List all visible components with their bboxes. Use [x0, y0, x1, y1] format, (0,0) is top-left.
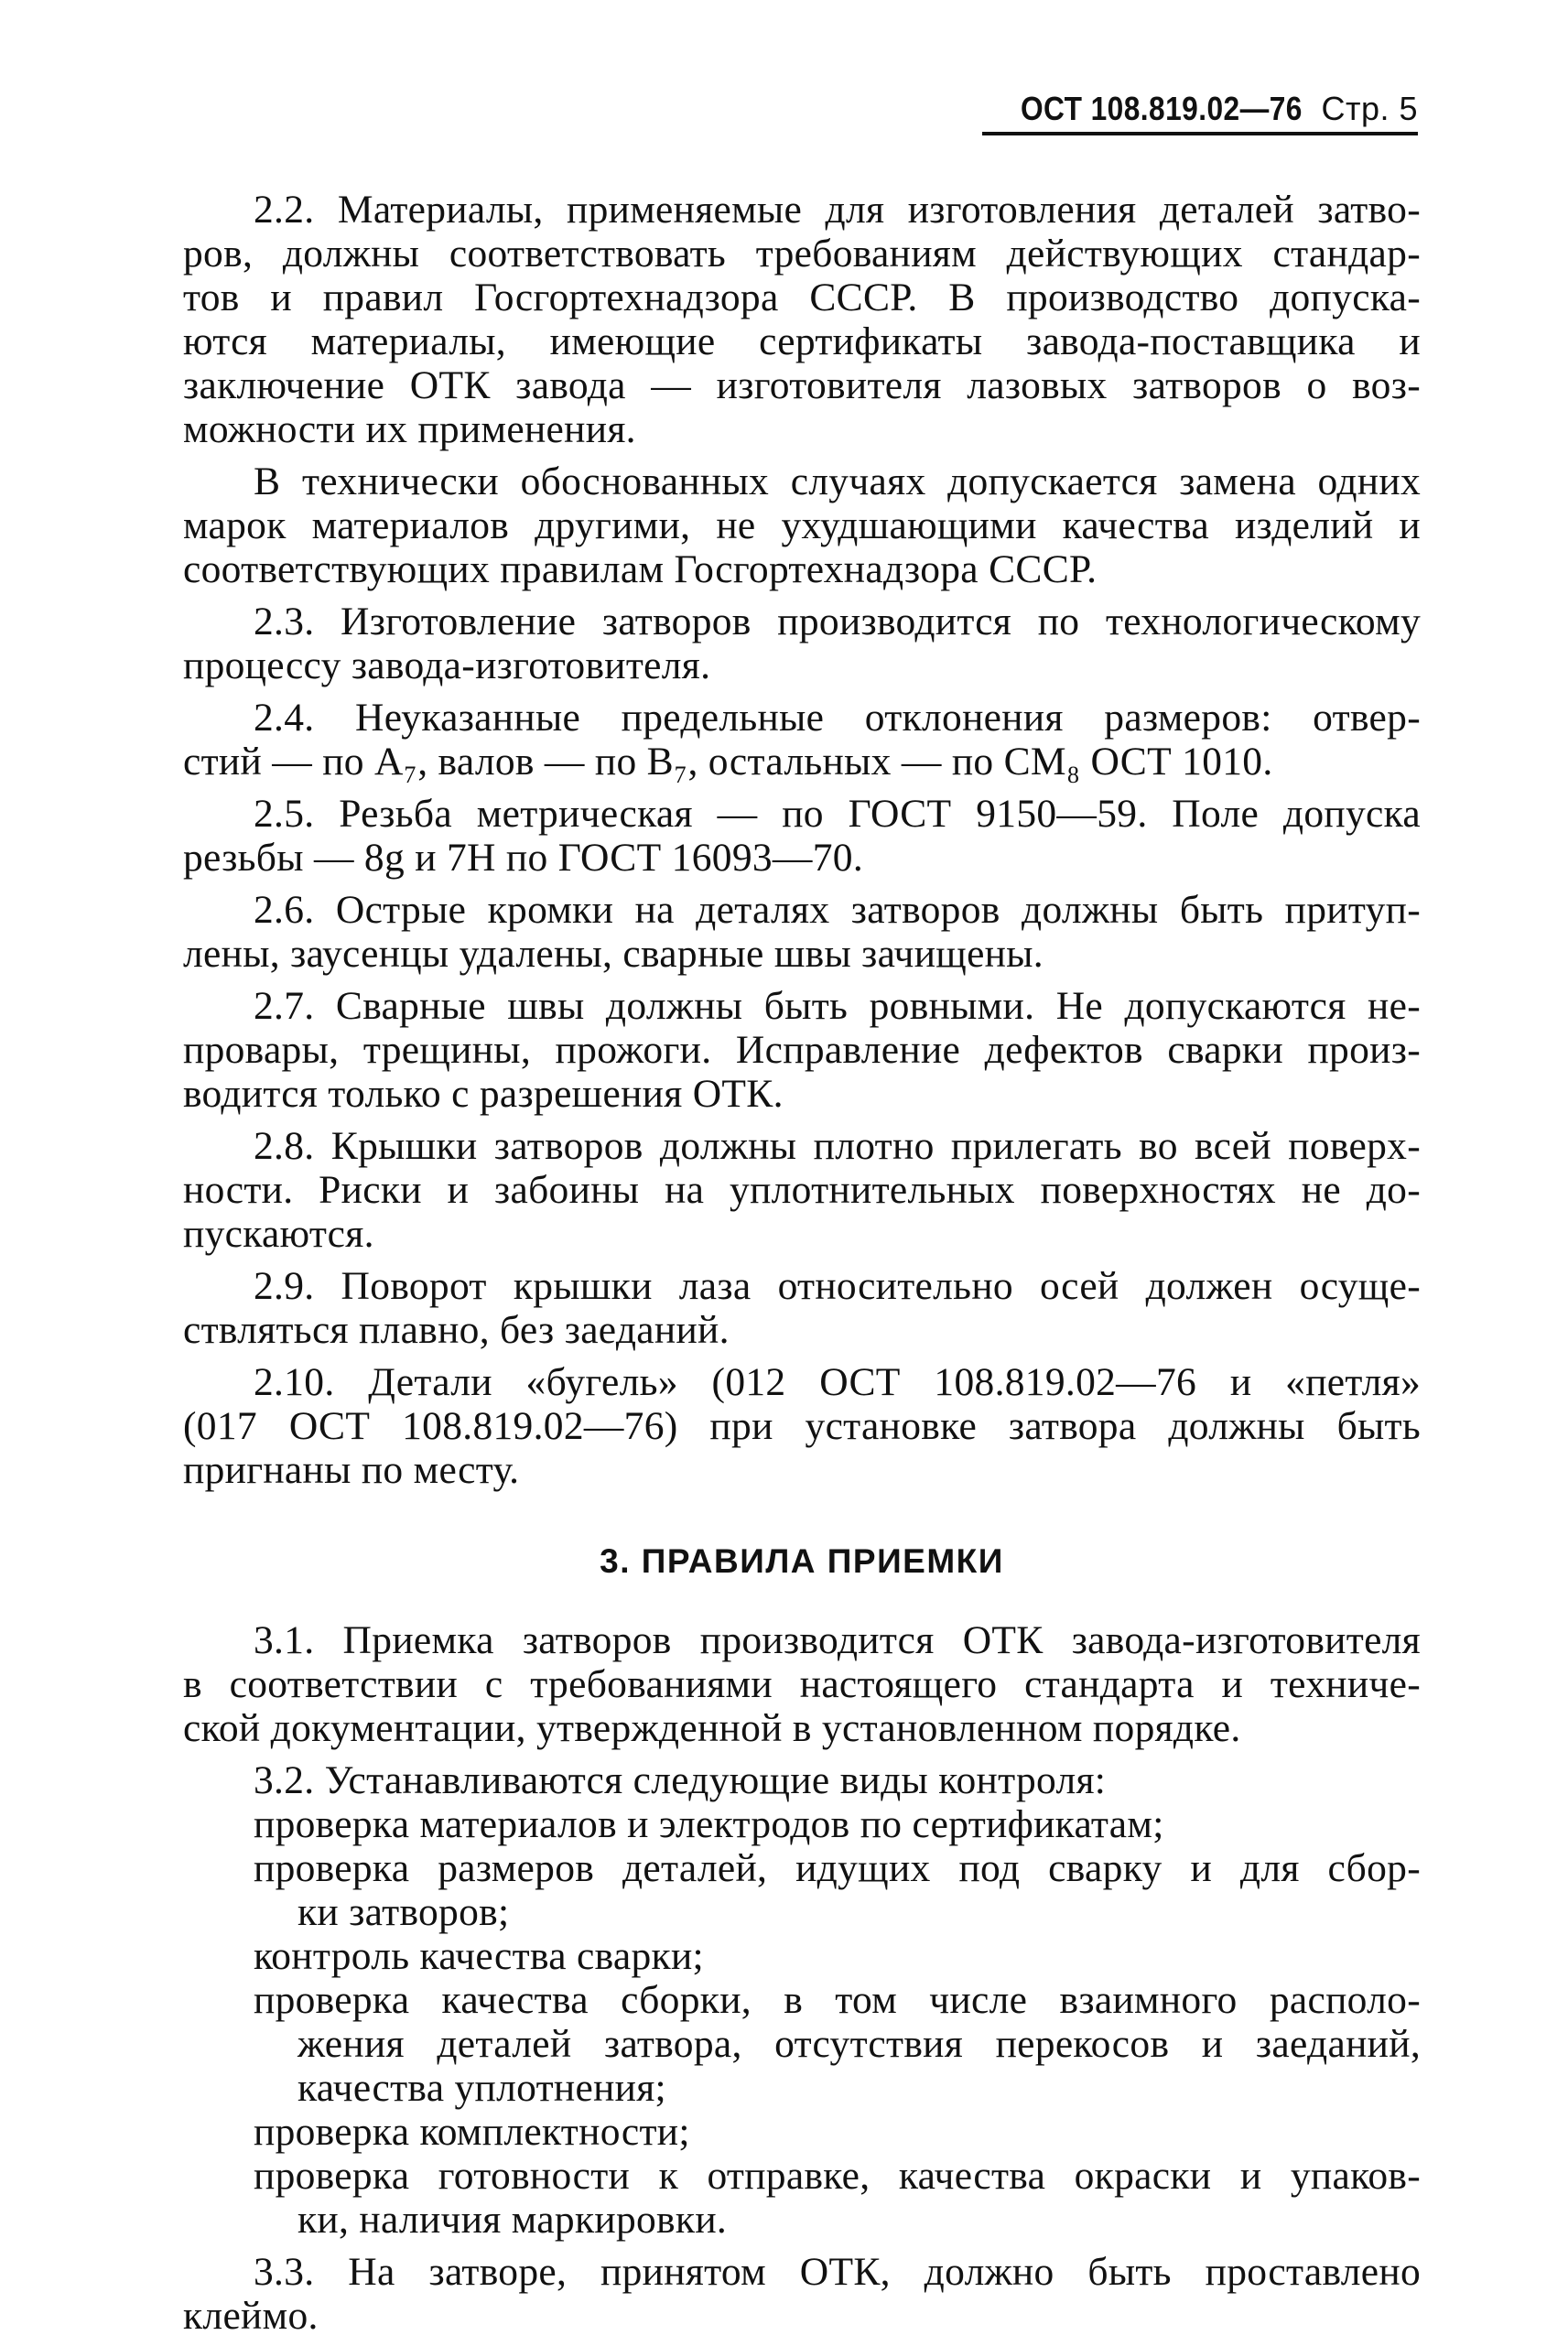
text-line: качества уплотнения;: [297, 2066, 666, 2110]
text-line: 3.2. Устанавливаются следующие виды контроля:: [254, 1758, 1107, 1802]
text-line: клеймо.: [183, 2294, 319, 2338]
text-line: стий — по А₇, валов — по В₇, остальных — по СМ₈ ОСТ 1010.: [183, 740, 1273, 784]
list-intro: [183, 1758, 1421, 1802]
text-line: ки, наличия маркировки.: [297, 2198, 728, 2242]
text-line: марок материалов другими, не ухудшающими качества изделий и: [183, 503, 1421, 547]
text-line: проверка размеров деталей, идущих под сварку и для сбор-: [254, 1846, 1421, 1890]
text-line: проверка качества сборки, в том числе взаимного располо-: [254, 1978, 1421, 2022]
text-line: контроль качества сварки;: [254, 1934, 704, 1978]
text-line: можности их применения.: [183, 407, 636, 451]
list-item: [183, 2110, 1421, 2154]
text-line: 2.10. Детали «бугель» (012 ОСТ 108.819.02—76 и «петля»: [254, 1360, 1421, 1404]
page-content: [183, 188, 1421, 2346]
paragraph-2-9: [183, 1264, 1421, 1352]
list-item: [183, 1978, 1421, 2110]
text-line: жения деталей затвора, отсутствия перекосов и заеданий,: [297, 2022, 1421, 2066]
text-line: ности. Риски и забоины на уплотнительных поверхностях не до-: [183, 1168, 1421, 1212]
text-line: 3.1. Приемка затворов производится ОТК завода-изготовителя: [254, 1618, 1421, 1662]
paragraph-2-5: [183, 792, 1421, 880]
text-line: 2.6. Острые кромки на деталях затворов должны быть притуп-: [254, 888, 1421, 932]
text-line: ской документации, утвержденной в установленном порядке.: [183, 1706, 1241, 1750]
paragraph-3-2: [183, 1758, 1421, 2242]
paragraph-3-3: [183, 2250, 1421, 2338]
text-line: водится только с разрешения ОТК.: [183, 1072, 784, 1116]
paragraph-2-10: [183, 1360, 1421, 1492]
text-line: проверка комплектности;: [254, 2110, 690, 2154]
text-line: ются материалы, имеющие сертификаты завода-поставщика и: [183, 319, 1421, 363]
text-line: пускаются.: [183, 1212, 374, 1256]
list-item: [183, 2154, 1421, 2242]
text-line: 2.2. Материалы, применяемые для изготовления деталей затво-: [254, 188, 1421, 232]
text-line: пригнаны по месту.: [183, 1448, 520, 1492]
text-line: 3.3. На затворе, принятом ОТК, должно быть проставлено: [254, 2250, 1421, 2294]
text-line: тов и правил Госгортехнадзора СССР. В производство допуска-: [183, 276, 1421, 319]
text-line: ки затворов;: [297, 1890, 510, 1934]
section-heading: 3. ПРАВИЛА ПРИЕМКИ: [600, 1542, 1004, 1580]
text-line: В технически обоснованных случаях допускается замена одних: [254, 459, 1421, 503]
text-line: соответствующих правилам Госгортехнадзора СССР.: [183, 547, 1098, 591]
text-line: 2.3. Изготовление затворов производится по технологическому: [254, 600, 1421, 643]
page-number: Стр. 5: [1321, 90, 1418, 127]
text-line: 2.5. Резьба метрическая — по ГОСТ 9150—59. Поле допуска: [254, 792, 1421, 836]
text-line: 2.8. Крышки затворов должны плотно прилегать во всей поверх-: [254, 1124, 1421, 1168]
paragraph-2-6: [183, 888, 1421, 976]
text-line: ров, должны соответствовать требованиям действующих стандар-: [183, 232, 1421, 276]
page-header: [982, 90, 1418, 135]
list-item: [183, 1802, 1421, 1846]
text-line: 2.9. Поворот крышки лаза относительно осей должен осуще-: [254, 1264, 1421, 1308]
paragraph-2-7: [183, 984, 1421, 1116]
text-line: провары, трещины, прожоги. Исправление дефектов сварки произ-: [183, 1028, 1421, 1072]
paragraph-2-8: [183, 1124, 1421, 1256]
text-line: проверка готовности к отправке, качества окраски и упаков-: [254, 2154, 1421, 2198]
paragraph-3-1: [183, 1618, 1421, 1750]
text-line: резьбы — 8g и 7Н по ГОСТ 16093—70.: [183, 836, 863, 880]
text-line: проверка материалов и электродов по сертификатам;: [254, 1802, 1164, 1846]
paragraph-2-2: [183, 188, 1421, 451]
text-line: в соответствии с требованиями настоящего стандарта и техниче-: [183, 1662, 1421, 1706]
document-code: ОСТ 108.819.02—76: [1021, 90, 1303, 127]
text-line: лены, заусенцы удалены, сварные швы зачищены.: [183, 932, 1044, 976]
text-line: 2.4. Неуказанные предельные отклонения размеров: отвер-: [254, 696, 1421, 740]
list-item: [183, 1934, 1421, 1978]
paragraph-2-2-continued: [183, 459, 1421, 591]
text-line: (017 ОСТ 108.819.02—76) при установке затвора должны быть: [183, 1404, 1421, 1448]
list-item: [183, 1846, 1421, 1934]
paragraph-2-4: [183, 696, 1421, 784]
text-line: заключение ОТК завода — изготовителя лазовых затворов о воз-: [183, 363, 1421, 407]
text-line: 2.7. Сварные швы должны быть ровными. Не допускаются не-: [254, 984, 1421, 1028]
paragraph-2-3: [183, 600, 1421, 687]
text-line: процессу завода-изготовителя.: [183, 643, 711, 687]
text-line: ствляться плавно, без заеданий.: [183, 1308, 730, 1352]
